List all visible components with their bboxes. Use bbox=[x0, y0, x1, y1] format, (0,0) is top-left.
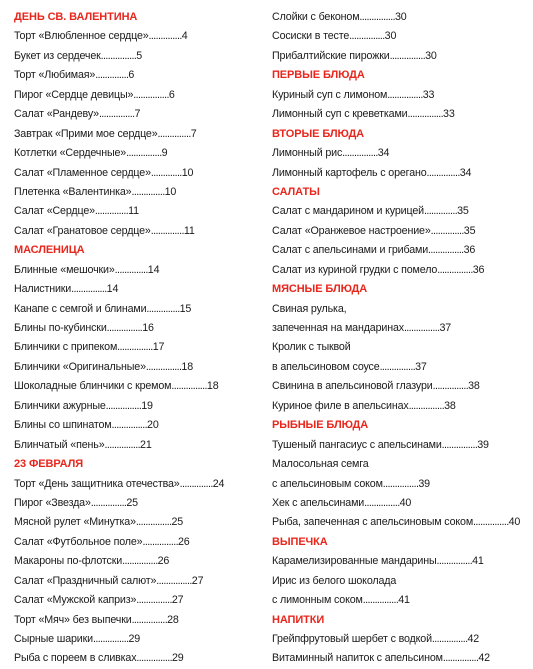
toc-entry-page-number: 27 bbox=[191, 574, 204, 587]
section-heading: ПЕРВЫЕ БЛЮДА bbox=[272, 69, 365, 82]
toc-entry-title: Рыба с пореем в сливках bbox=[14, 652, 137, 665]
toc-entry-page-number: 29 bbox=[128, 633, 141, 645]
toc-entry-page-number: 7 bbox=[134, 108, 141, 121]
toc-entry-page-number: 7 bbox=[190, 127, 197, 140]
toc-entry-leader: ............... bbox=[106, 322, 143, 334]
toc-entry-title: Блинчики с припеком bbox=[14, 341, 118, 354]
toc-entry-title: Салат «Футбольное поле» bbox=[14, 535, 143, 548]
toc-entry-page-number: 20 bbox=[147, 419, 159, 432]
toc-entry-title: Мясной рулет «Минутка» bbox=[14, 516, 136, 529]
toc-entry-title: Салат «Пламенное сердце» bbox=[14, 166, 151, 179]
toc-entry bbox=[14, 416, 264, 435]
toc-entry-title: Ирис из белого шоколада bbox=[272, 574, 397, 587]
toc-entry-leader: ............... bbox=[362, 594, 399, 607]
toc-entry-page-number: 4 bbox=[181, 30, 188, 43]
toc-entry-leader: ............... bbox=[71, 283, 107, 296]
toc-entry bbox=[14, 572, 264, 591]
toc-entry-title: Макароны по-флотски bbox=[14, 555, 123, 568]
toc-entry-page-number: 36 bbox=[472, 263, 485, 276]
toc-entry bbox=[14, 47, 264, 66]
toc-entry-page-number: 40 bbox=[399, 496, 412, 509]
toc-entry-leader: .............. bbox=[131, 185, 165, 198]
toc-entry bbox=[272, 397, 530, 416]
toc-entry-leader: ............... bbox=[131, 613, 168, 626]
toc-entry bbox=[14, 105, 264, 124]
toc-entry bbox=[14, 86, 264, 105]
toc-entry-title: Пирог «Сердце девицы» bbox=[14, 88, 134, 101]
toc-entry bbox=[272, 8, 530, 27]
toc-entry-leader: ............... bbox=[145, 360, 182, 373]
toc-entry-leader: .............. bbox=[150, 224, 184, 237]
toc-entry-leader: ............... bbox=[142, 535, 179, 548]
toc-entry-leader: ............... bbox=[408, 399, 445, 412]
toc-entry-leader: ............... bbox=[389, 49, 426, 62]
toc-entry-page-number: 27 bbox=[171, 594, 184, 607]
toc-entry-title: Салат «Оранжевое настроение» bbox=[272, 224, 431, 237]
toc-entry bbox=[272, 300, 530, 319]
toc-entry-leader: ............... bbox=[171, 380, 207, 393]
toc-entry-title: Торт «Влюбленное сердце» bbox=[14, 30, 149, 43]
section-heading: РЫБНЫЕ БЛЮДА bbox=[272, 419, 369, 432]
toc-entry bbox=[14, 436, 264, 455]
toc-entry-leader: ............... bbox=[122, 555, 158, 568]
toc-entry-leader: ............... bbox=[135, 516, 172, 529]
toc-entry-leader: ............... bbox=[342, 147, 378, 160]
toc-entry-leader: ............... bbox=[136, 594, 172, 607]
toc-entry-page-number: 14 bbox=[147, 263, 160, 276]
toc-column-right bbox=[272, 8, 530, 669]
toc-entry bbox=[14, 649, 264, 668]
toc-entry-page-number: 11 bbox=[128, 205, 139, 218]
toc-entry bbox=[272, 455, 530, 474]
toc-entry bbox=[14, 319, 264, 338]
toc-entry bbox=[272, 27, 530, 46]
toc-entry bbox=[272, 513, 530, 532]
toc-entry-page-number: 38 bbox=[468, 380, 480, 393]
toc-entry-leader: ............... bbox=[382, 477, 419, 490]
toc-entry bbox=[14, 591, 264, 610]
toc-entry bbox=[14, 261, 264, 280]
toc-entry-leader: .............. bbox=[148, 30, 182, 43]
toc-entry bbox=[272, 222, 530, 241]
toc-entry-leader: .............. bbox=[430, 224, 464, 237]
toc-entry-leader: .............. bbox=[426, 166, 460, 179]
toc-entry-page-number: 35 bbox=[457, 205, 469, 218]
toc-entry-leader: ............... bbox=[403, 322, 440, 334]
toc-entry-page-number: 41 bbox=[398, 594, 410, 607]
toc-entry bbox=[14, 164, 264, 183]
toc-entry-title: Торт «Мяч» без выпечки bbox=[14, 613, 132, 626]
toc-entry-page-number: 35 bbox=[463, 224, 476, 237]
toc-entry-title: Витаминный напиток с апельсином bbox=[272, 652, 443, 665]
toc-entry bbox=[272, 436, 530, 455]
toc-entry-title: в апельсиновом соусе bbox=[272, 360, 380, 373]
section-heading: МАСЛЕНИЦА bbox=[14, 244, 85, 257]
toc-entry-leader: ............... bbox=[359, 11, 395, 23]
toc-entry-page-number: 29 bbox=[171, 652, 184, 665]
toc-entry bbox=[14, 513, 264, 532]
toc-entry-page-number: 16 bbox=[142, 322, 154, 334]
toc-entry-page-number: 18 bbox=[206, 380, 219, 393]
toc-entry bbox=[14, 338, 264, 357]
section-heading: МЯСНЫЕ БЛЮДА bbox=[272, 283, 368, 296]
toc-entry-title: Канапе с семгой и блинами bbox=[14, 302, 147, 315]
toc-entry bbox=[272, 377, 530, 396]
toc-entry bbox=[272, 591, 530, 610]
toc-entry-title: Салат с мандарином и курицей bbox=[272, 205, 424, 218]
toc-entry-title: Шоколадные блинчики с кремом bbox=[14, 380, 172, 393]
toc-entry-page-number: 5 bbox=[136, 49, 143, 62]
toc-entry-title: Торт «Любимая» bbox=[14, 69, 96, 82]
toc-column-left bbox=[14, 8, 264, 669]
toc-entry-title: Пирог «Звезда» bbox=[14, 496, 91, 509]
toc-entry-page-number: 6 bbox=[128, 69, 135, 82]
toc-entry-title: запеченная на мандаринах bbox=[272, 322, 404, 334]
toc-entry-title: Салат из куриной грудки с помело bbox=[272, 263, 438, 276]
toc-entry-leader: .............. bbox=[423, 205, 458, 218]
toc-entry-page-number: 25 bbox=[171, 516, 184, 529]
toc-entry-leader: .............. bbox=[146, 302, 180, 315]
toc-entry-leader: ............. bbox=[150, 166, 182, 179]
toc-entry-title: Блины со шпинатом bbox=[14, 419, 112, 432]
toc-entry bbox=[272, 649, 530, 668]
toc-entry bbox=[14, 397, 264, 416]
toc-entry-leader: ............... bbox=[104, 438, 141, 451]
toc-entry-title: Блинные «мешочки» bbox=[14, 263, 115, 276]
toc-entry-page-number: 30 bbox=[394, 11, 407, 23]
toc-entry-page-number: 34 bbox=[459, 166, 472, 179]
toc-entry bbox=[272, 164, 530, 183]
toc-entry bbox=[272, 572, 530, 591]
section-heading: ВТОРЫЕ БЛЮДА bbox=[272, 127, 365, 140]
toc-entry-page-number: 9 bbox=[161, 147, 168, 160]
toc-entry-leader: ............... bbox=[407, 108, 444, 121]
toc-entry-leader: ............... bbox=[105, 399, 142, 412]
toc-entry-page-number: 30 bbox=[425, 49, 437, 62]
toc-entry-page-number: 26 bbox=[178, 535, 190, 548]
toc-entry-title: Салат «Сердце» bbox=[14, 205, 95, 218]
toc-entry-leader: ............... bbox=[437, 263, 473, 276]
toc-entry-title: Салат «Мужской каприз» bbox=[14, 594, 137, 607]
toc-entry-page-number: 37 bbox=[439, 322, 452, 334]
toc-entry bbox=[272, 475, 530, 494]
toc-entry-leader: ............... bbox=[133, 88, 169, 101]
toc-entry-title: Слойки с беконом bbox=[272, 11, 360, 23]
toc-entry-page-number: 33 bbox=[422, 88, 435, 101]
section-heading: ВЫПЕЧКА bbox=[272, 535, 328, 548]
toc-entry-page-number: 34 bbox=[377, 147, 390, 160]
toc-entry-leader: ............... bbox=[442, 652, 479, 665]
toc-entry-leader: ............... bbox=[379, 360, 416, 373]
toc-entry-leader: ............... bbox=[428, 244, 464, 257]
section-heading: НАПИТКИ bbox=[272, 613, 325, 626]
toc-entry-title: Завтрак «Прими мое сердце» bbox=[14, 127, 158, 140]
toc-entry bbox=[14, 280, 264, 299]
toc-entry-title: Блинчики ажурные bbox=[14, 399, 106, 412]
toc-entry bbox=[272, 202, 530, 221]
toc-entry-page-number: 41 bbox=[472, 555, 484, 568]
toc-entry-page-number: 42 bbox=[478, 652, 490, 665]
toc-entry-page-number: 37 bbox=[415, 360, 427, 373]
toc-entry-title: Лимонный суп с креветками bbox=[272, 108, 408, 121]
toc-entry bbox=[14, 183, 264, 202]
toc-entry-leader: .............. bbox=[114, 263, 148, 276]
toc-entry-leader: ............... bbox=[117, 341, 153, 354]
toc-entry-leader: .............. bbox=[179, 477, 213, 490]
toc-entry bbox=[272, 47, 530, 66]
toc-entry-leader: ............... bbox=[92, 633, 129, 645]
toc-entry-page-number: 17 bbox=[152, 341, 165, 354]
toc-entry-title: Свинина в апельсиновой глазури bbox=[272, 380, 433, 393]
toc-entry bbox=[272, 241, 530, 260]
toc-entry bbox=[272, 144, 530, 163]
toc-entry bbox=[14, 300, 264, 319]
toc-entry-leader: ............... bbox=[431, 633, 468, 645]
toc-entry-page-number: 38 bbox=[444, 399, 456, 412]
toc-entry-leader: ............... bbox=[432, 380, 469, 393]
section-heading: САЛАТЫ bbox=[272, 185, 320, 198]
toc-entry bbox=[272, 494, 530, 513]
toc-entry-title: Букет из сердечек bbox=[14, 49, 101, 62]
toc-entry-leader: .............. bbox=[95, 69, 129, 82]
toc-entry bbox=[14, 611, 264, 630]
toc-entry-leader: .............. bbox=[94, 205, 129, 218]
toc-entry-title: с апельсиновым соком bbox=[272, 477, 383, 490]
toc-entry-page-number: 15 bbox=[179, 302, 192, 315]
toc-entry bbox=[14, 494, 264, 513]
toc-entry-page-number: 11 bbox=[183, 224, 195, 237]
toc-entry-title: Салат «Рандеву» bbox=[14, 108, 99, 121]
toc-entry bbox=[14, 202, 264, 221]
toc-entry-page-number: 30 bbox=[384, 30, 397, 43]
toc-entry-title: Блинчики «Оригинальные» bbox=[14, 360, 146, 373]
toc-entry-title: Куриный суп с лимоном bbox=[272, 88, 388, 101]
toc-entry-page-number: 33 bbox=[443, 108, 455, 121]
toc-entry-page-number: 25 bbox=[126, 496, 138, 509]
toc-entry-title: Салат «Праздничный салют» bbox=[14, 574, 157, 587]
toc-entry-title: Малосольная семга bbox=[272, 458, 369, 471]
toc-entry-title: Кролик с тыквой bbox=[272, 341, 351, 354]
toc-entry-page-number: 21 bbox=[140, 438, 152, 451]
toc-entry-page-number: 36 bbox=[463, 244, 476, 257]
toc-entry bbox=[14, 475, 264, 494]
toc-entry-leader: ............... bbox=[90, 496, 127, 509]
toc-entry bbox=[272, 552, 530, 571]
toc-entry bbox=[272, 358, 530, 377]
toc-entry bbox=[14, 66, 264, 85]
toc-entry-leader: ............... bbox=[100, 49, 137, 62]
section-heading: ДЕНЬ СВ. ВАЛЕНТИНА bbox=[14, 11, 138, 23]
toc-entry-page-number: 19 bbox=[141, 399, 153, 412]
toc-entry bbox=[14, 552, 264, 571]
toc-entry-page-number: 14 bbox=[106, 283, 119, 296]
toc-entry bbox=[14, 377, 264, 396]
toc-entry-page-number: 39 bbox=[418, 477, 430, 490]
toc-entry bbox=[272, 261, 530, 280]
toc-entry-title: Сырные шарики bbox=[14, 633, 93, 645]
toc-entry-page-number: 26 bbox=[157, 555, 170, 568]
toc-entry-title: Тушеный пангасиус с апельсинами bbox=[272, 438, 442, 451]
toc-entry-page-number: 18 bbox=[181, 360, 194, 373]
toc-entry-title: Лимонный рис bbox=[272, 147, 343, 160]
toc-entry-leader: ............... bbox=[387, 88, 423, 101]
toc-entry-title: Торт «День защитника отечества» bbox=[14, 477, 180, 490]
toc-entry-page-number: 42 bbox=[467, 633, 480, 645]
toc-entry-title: Хек с апельсинами bbox=[272, 496, 365, 509]
toc-entry-leader: ............... bbox=[111, 419, 148, 432]
toc-entry bbox=[14, 144, 264, 163]
toc-entry-page-number: 39 bbox=[477, 438, 489, 451]
toc-entry bbox=[272, 86, 530, 105]
toc-entry bbox=[14, 27, 264, 46]
toc-entry-title: Котлетки «Сердечные» bbox=[14, 147, 127, 160]
toc-entry-title: Карамелизированные мандарины bbox=[272, 555, 437, 568]
toc-entry-title: Налистники bbox=[14, 283, 72, 296]
toc-entry-title: Сосиски в тесте bbox=[272, 30, 350, 43]
toc-entry-title: Салат с апельсинами и грибами bbox=[272, 244, 429, 257]
toc-entry bbox=[14, 222, 264, 241]
toc-entry bbox=[14, 358, 264, 377]
toc-entry bbox=[272, 338, 530, 357]
toc-entry-leader: .............. bbox=[157, 127, 191, 140]
toc-entry-page-number: 24 bbox=[212, 477, 225, 490]
toc-entry-leader: ............... bbox=[364, 496, 400, 509]
toc-entry-title: Блины по-кубински bbox=[14, 322, 107, 334]
toc-entry bbox=[14, 533, 264, 552]
toc-entry bbox=[272, 105, 530, 124]
toc-entry-leader: ............... bbox=[156, 574, 192, 587]
toc-entry-title: Куриное филе в апельсинах bbox=[272, 399, 409, 412]
toc-entry-title: Плетенка «Валентинка» bbox=[14, 185, 132, 198]
toc-entry-leader: ............... bbox=[349, 30, 385, 43]
toc-entry-title: Блинчатый «пень» bbox=[14, 438, 105, 451]
toc-entry-title: с лимонным соком bbox=[272, 594, 363, 607]
toc-entry bbox=[272, 630, 530, 649]
toc-entry-page-number: 28 bbox=[167, 613, 179, 626]
toc-entry-page-number: 6 bbox=[168, 88, 175, 101]
toc-entry bbox=[272, 319, 530, 338]
toc-entry-page-number: 10 bbox=[181, 166, 194, 179]
toc-entry-leader: ............... bbox=[98, 108, 135, 121]
toc-entry-title: Прибалтийские пирожки bbox=[272, 49, 390, 62]
toc-entry-title: Грейпфрутовый шербет с водкой bbox=[272, 633, 432, 645]
toc-entry-page-number: 10 bbox=[164, 185, 177, 198]
toc-entry-title: Салат «Гранатовое сердце» bbox=[14, 224, 151, 237]
toc-entry-page-number: 40 bbox=[508, 516, 521, 529]
toc-entry bbox=[14, 630, 264, 649]
toc-entry-leader: ............... bbox=[436, 555, 473, 568]
toc-entry-leader: ............... bbox=[441, 438, 478, 451]
section-heading: 23 ФЕВРАЛЯ bbox=[14, 458, 84, 471]
toc-entry-title: Свиная рулька, bbox=[272, 302, 347, 315]
toc-entry-leader: ............... bbox=[136, 652, 172, 665]
toc-entry-title: Рыба, запеченная с апельсиновым соком bbox=[272, 516, 474, 529]
toc-entry-title: Лимонный картофель с орегано bbox=[272, 166, 427, 179]
toc-entry bbox=[14, 125, 264, 144]
toc-entry-leader: ............... bbox=[126, 147, 162, 160]
toc-entry-leader: ............... bbox=[473, 516, 509, 529]
